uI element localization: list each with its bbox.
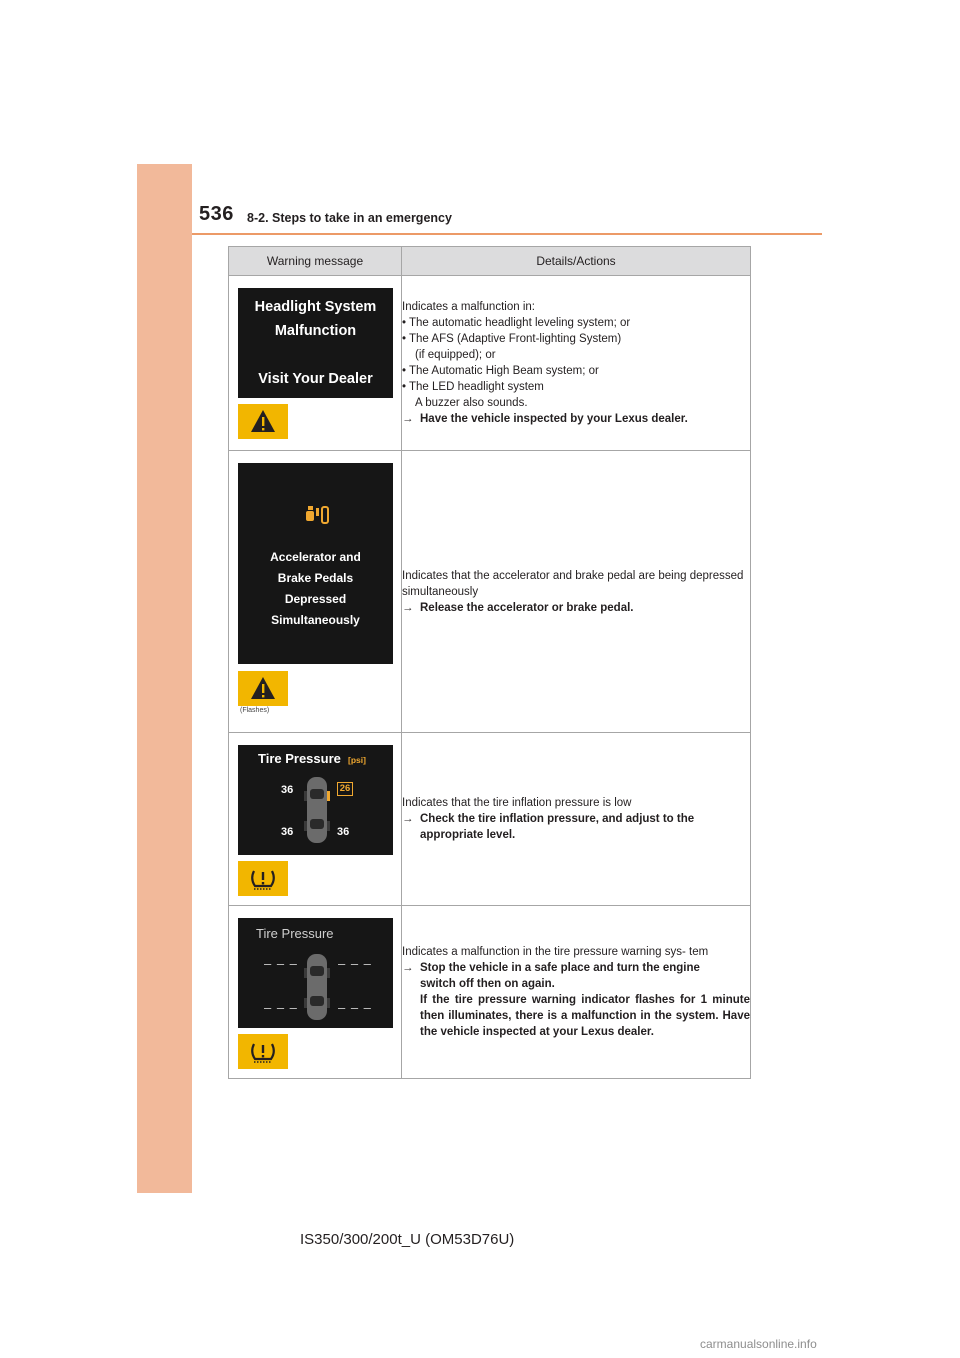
tire-value-front-left: – – – (264, 956, 298, 971)
action-text: → Release the accelerator or brake pedal. (402, 601, 634, 614)
tire-value-front-left: 36 (281, 784, 294, 796)
tire-pressure-icon (238, 1034, 288, 1069)
note-text: A buzzer also sounds. (415, 397, 528, 409)
action-text: → Check the tire inflation pressure, and adjust to the (402, 813, 695, 825)
arrow-icon: → (402, 962, 414, 974)
car-top-view-icon (304, 952, 330, 1022)
warning-message-table (228, 246, 751, 1079)
display-screen-tire-pressure-low (238, 745, 393, 855)
list-item-cont: (if equipped); or (415, 349, 496, 361)
col-header-warning-message: Warning message (229, 247, 402, 276)
list-item: • The Automatic High Beam system; or (402, 365, 599, 377)
list-item: • The AFS (Adaptive Front-lighting System) (402, 333, 622, 345)
flashes-note: (Flashes) (240, 707, 270, 714)
display-screen-tire-pressure-malfunction (238, 918, 393, 1028)
warning-image-cell (229, 451, 402, 733)
screen-title: Tire Pressure (256, 926, 334, 941)
display-screen-headlight (238, 288, 393, 398)
arrow-icon: → (402, 813, 414, 825)
details-text: Indicates a malfunction in the tire pressure warning sys- tem (402, 946, 709, 958)
warning-image-cell (229, 276, 402, 451)
pedal-icon (304, 503, 330, 527)
model-code: IS350/300/200t_U (OM53D76U) (300, 1231, 515, 1248)
details-cell (402, 906, 751, 1079)
tire-value-front-right: 26 (337, 782, 353, 796)
list-item: • The LED headlight system (402, 381, 544, 393)
action-text-cont: switch off then on again. (420, 978, 555, 990)
page-number: 536 (199, 203, 234, 225)
action-text: → Stop the vehicle in a safe place and turn the engine (402, 962, 700, 974)
table-row (229, 906, 751, 1079)
details-cell (402, 276, 751, 451)
action-text: → Have the vehicle inspected by your Lexus dealer. (402, 413, 688, 425)
car-top-view-icon (304, 775, 330, 845)
action-text-cont: appropriate level. (420, 829, 516, 841)
screen-line: Accelerator and (270, 550, 361, 564)
watermark-brand: carmanualsonline.info (700, 1337, 817, 1351)
tire-value-rear-right: 36 (337, 826, 350, 838)
arrow-icon: → (402, 601, 414, 614)
screen-line: Malfunction (274, 323, 357, 339)
screen-line: Depressed (284, 592, 347, 606)
warning-triangle-icon (238, 671, 288, 706)
details-cell (402, 733, 751, 906)
table-row (229, 276, 751, 451)
header-rule (192, 233, 822, 235)
screen-line: Simultaneously (271, 613, 360, 627)
screen-line: Brake Pedals (277, 571, 354, 585)
screen-line: Headlight System (254, 299, 377, 315)
tire-value-front-right: – – – (338, 956, 372, 971)
unit-label: [psi] (348, 755, 366, 765)
screen-line: Visit Your Dealer (258, 371, 373, 387)
warning-image-cell (229, 906, 402, 1079)
details-text: Indicates that the tire inflation pressure is low (402, 797, 632, 809)
warning-image-cell (229, 733, 402, 906)
table-header-row (229, 247, 751, 276)
tire-value-rear-left: – – – (264, 1000, 298, 1015)
table-row (229, 733, 751, 906)
chapter-sidebar-tab (137, 164, 192, 1193)
col-header-details-actions: Details/Actions (402, 247, 751, 276)
tire-pressure-icon (238, 861, 288, 896)
table-row (229, 451, 751, 733)
tire-value-rear-left: 36 (281, 826, 294, 838)
tire-value-rear-right: – – – (338, 1000, 372, 1015)
details-text: Indicates that the accelerator and brake pedal are being depressed simultaneously (402, 569, 744, 598)
arrow-icon: → (402, 413, 414, 425)
action-detail: If the tire pressure warning indicator flashes for 1 minute then illuminates, there is a malfunction in the system. Have the vehicle inspected at your Lexus dealer. (420, 994, 750, 1038)
details-cell (402, 451, 751, 733)
section-title: 8-2. Steps to take in an emergency (247, 211, 452, 225)
warning-triangle-icon (238, 404, 288, 439)
screen-title: Tire Pressure (258, 751, 341, 766)
list-item: • The automatic headlight leveling system; or (402, 317, 631, 329)
intro-text: Indicates a malfunction in: (402, 301, 535, 313)
display-screen-pedals (238, 463, 393, 664)
